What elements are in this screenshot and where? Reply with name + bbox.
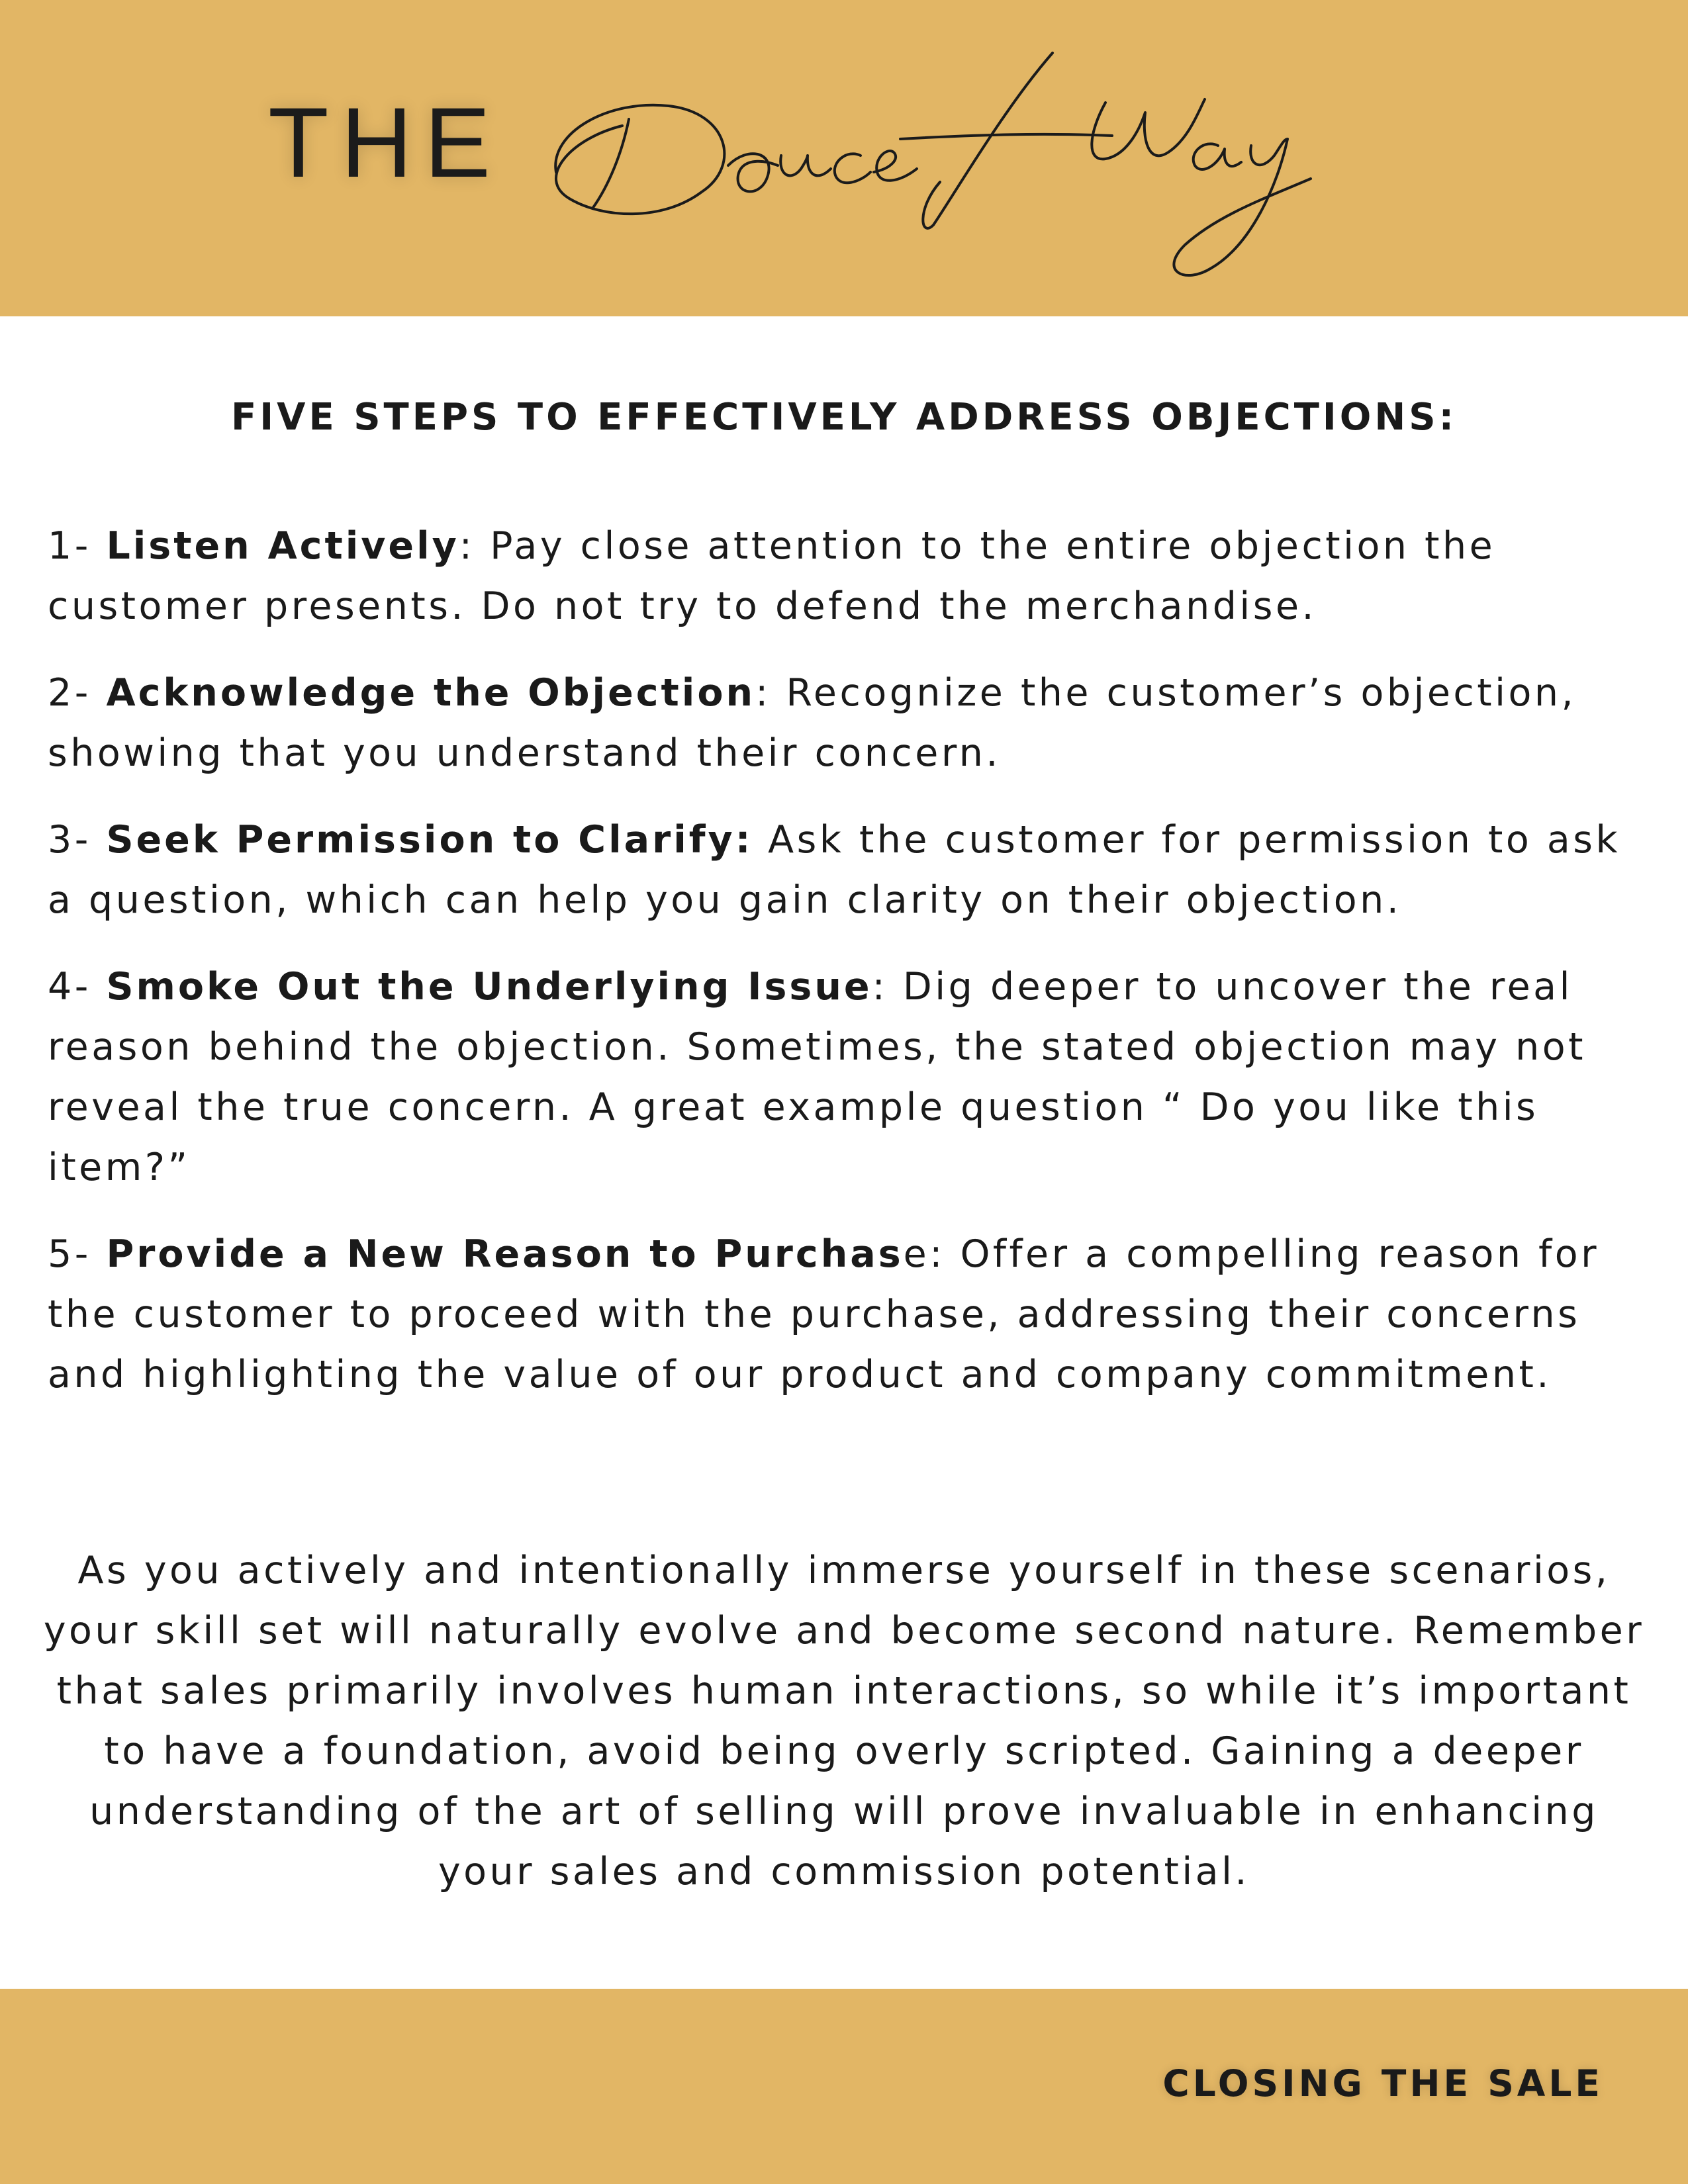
step-number: 4- (48, 965, 107, 1009)
step-title: Seek Permission to Clarify: (106, 818, 753, 862)
step-item (48, 663, 1650, 784)
section-heading: FIVE STEPS TO EFFECTIVELY ADDRESS OBJECTIONS: (231, 396, 1457, 439)
footer-label: CLOSING THE SALE (1162, 2062, 1603, 2105)
closing-paragraph: As you actively and intentionally immerse yourself in these scenarios, your skill set will naturally evolve and become second nature. Remember that sales primarily involves human interactions, so while it’s important to have a foundation, avoid being overly scripted. Gaining a deeper understanding of the art of selling will prove invaluable in enhancing your sales and commission potential. (43, 1549, 1645, 1893)
step-text: Ask the customer for permission to ask a question, which can help you gain clarity on their objection. (48, 818, 1621, 922)
step-text: : Recognize the customer’s objection, showing that you understand their concern. (48, 671, 1577, 775)
step-text: e: Offer a compelling reason for the customer to proceed with the purchase, addressing their concerns and highlighting the value of our product and company commitment. (48, 1232, 1600, 1396)
step-item (48, 516, 1650, 637)
step-number: 3- (48, 818, 107, 862)
step-number: 1- (48, 524, 107, 568)
step-title: Listen Actively (106, 524, 459, 568)
step-item (48, 957, 1650, 1198)
step-text: : Pay close attention to the entire objection the customer presents. Do not try to defend the merchandise. (48, 524, 1496, 628)
step-text: : Dig deeper to uncover the real reason behind the objection. Sometimes, the stated objection may not reveal the true concern. A great example question “ Do you like this item?” (48, 965, 1586, 1189)
step-item (48, 810, 1650, 931)
steps-list (48, 516, 1650, 1432)
header-title-prefix: THE (268, 87, 502, 198)
step-number: 5- (48, 1232, 107, 1276)
step-title: Provide a New Reason to Purchas (106, 1232, 904, 1276)
step-title: Smoke Out the Underlying Issue (106, 965, 872, 1009)
step-item (48, 1224, 1650, 1405)
step-number: 2- (48, 671, 107, 715)
step-title: Acknowledge the Objection (106, 671, 756, 715)
header-script-logo (530, 40, 1337, 291)
